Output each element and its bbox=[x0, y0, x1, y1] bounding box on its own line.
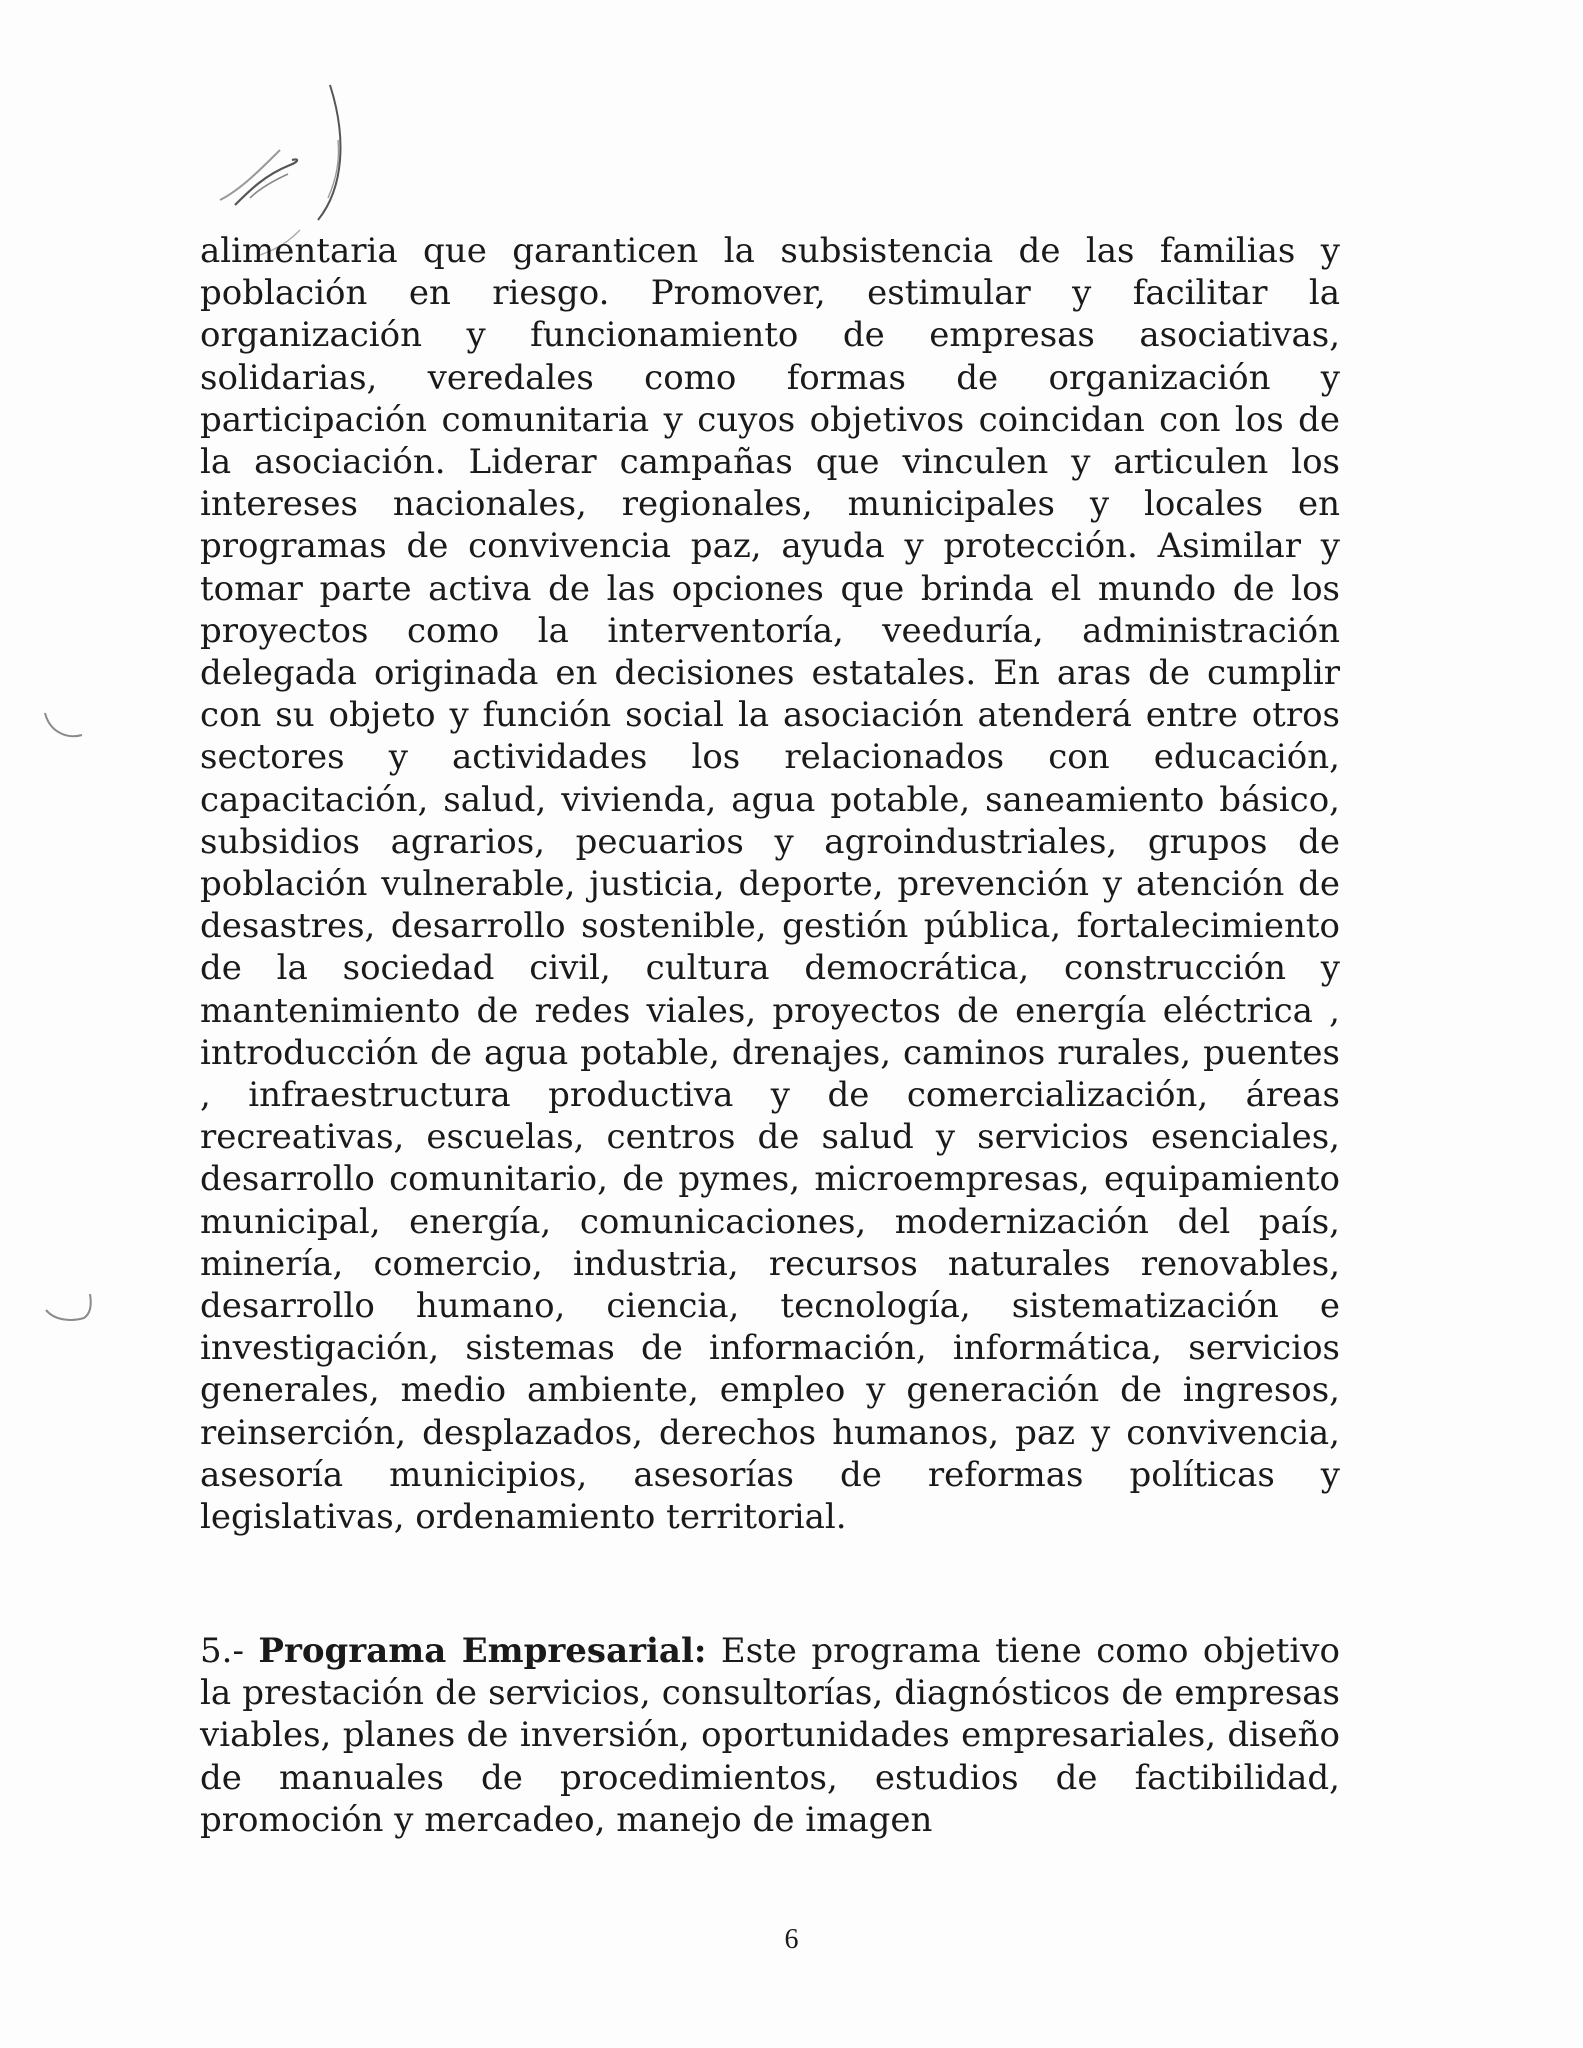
continuation-paragraph: alimentaria que garanticen la subsistencia de las familias y población en riesgo. Promover, estimular y facilitar la organización y funcionamiento de empresas asociativas, solidarias, veredales como formas de organización y participación comunitaria y cuyos objetivos coincidan con los de la asociación. Liderar campañas que vinculen y articulen los intereses nacionales, regionales, municipales y locales en programas de convivencia paz, ayuda y protección. Asimilar y tomar parte activa de las opciones que brinda el mundo de los proyectos como la interventoría, veeduría, administración delegada originada en decisiones estatales. En aras de cumplir con su objeto y función social la asociación atenderá entre otros sectores y actividades los relacionados con educación, capacitación, salud, vivienda, agua potable, saneamiento básico, subsidios agrarios, pecuarios y agroindustriales, grupos de población vulnerable, justicia, deporte, prevención y atención de desastres, desarrollo sostenible, gestión pública, fortalecimiento de la sociedad civil, cultura democrática, construcción y mantenimiento de redes viales, proyectos de energía eléctrica , introducción de agua potable, drenajes, caminos rurales, puentes , infraestructura productiva y de comercialización, áreas recreativas, escuelas, centros de salud y servicios esenciales, desarrollo comunitario, de pymes, microempresas, equipamiento municipal, energía, comunicaciones, modernización del país, minería, comercio, industria, recursos naturales renovables, desarrollo humano, ciencia, tecnología, sistematización e investigación, sistemas de información, informática, servicios generales, medio ambiente, empleo y generación de ingresos, reinserción, desplazados, derechos humanos, paz y convivencia, asesoría municipios, asesorías de reformas políticas y legislativas, ordenamiento territorial. bbox=[200, 231, 1340, 1538]
section-paragraph bbox=[200, 1630, 1340, 1841]
section-number: 5.- bbox=[200, 1631, 244, 1671]
page-number: 6 bbox=[784, 1924, 799, 1955]
punch-mark-upper bbox=[40, 705, 90, 745]
punch-mark-lower bbox=[40, 1280, 100, 1330]
section-body: Este programa tiene como objetivo la prestación de servicios, consultorías, diagnósticos de empresas viables, planes de inversión, oportunidades empresariales, diseño de manuales de procedimientos, estudios de factibilidad, promoción y mercadeo, manejo de imagen bbox=[200, 1631, 1340, 1840]
section-title: Programa Empresarial: bbox=[258, 1631, 707, 1671]
